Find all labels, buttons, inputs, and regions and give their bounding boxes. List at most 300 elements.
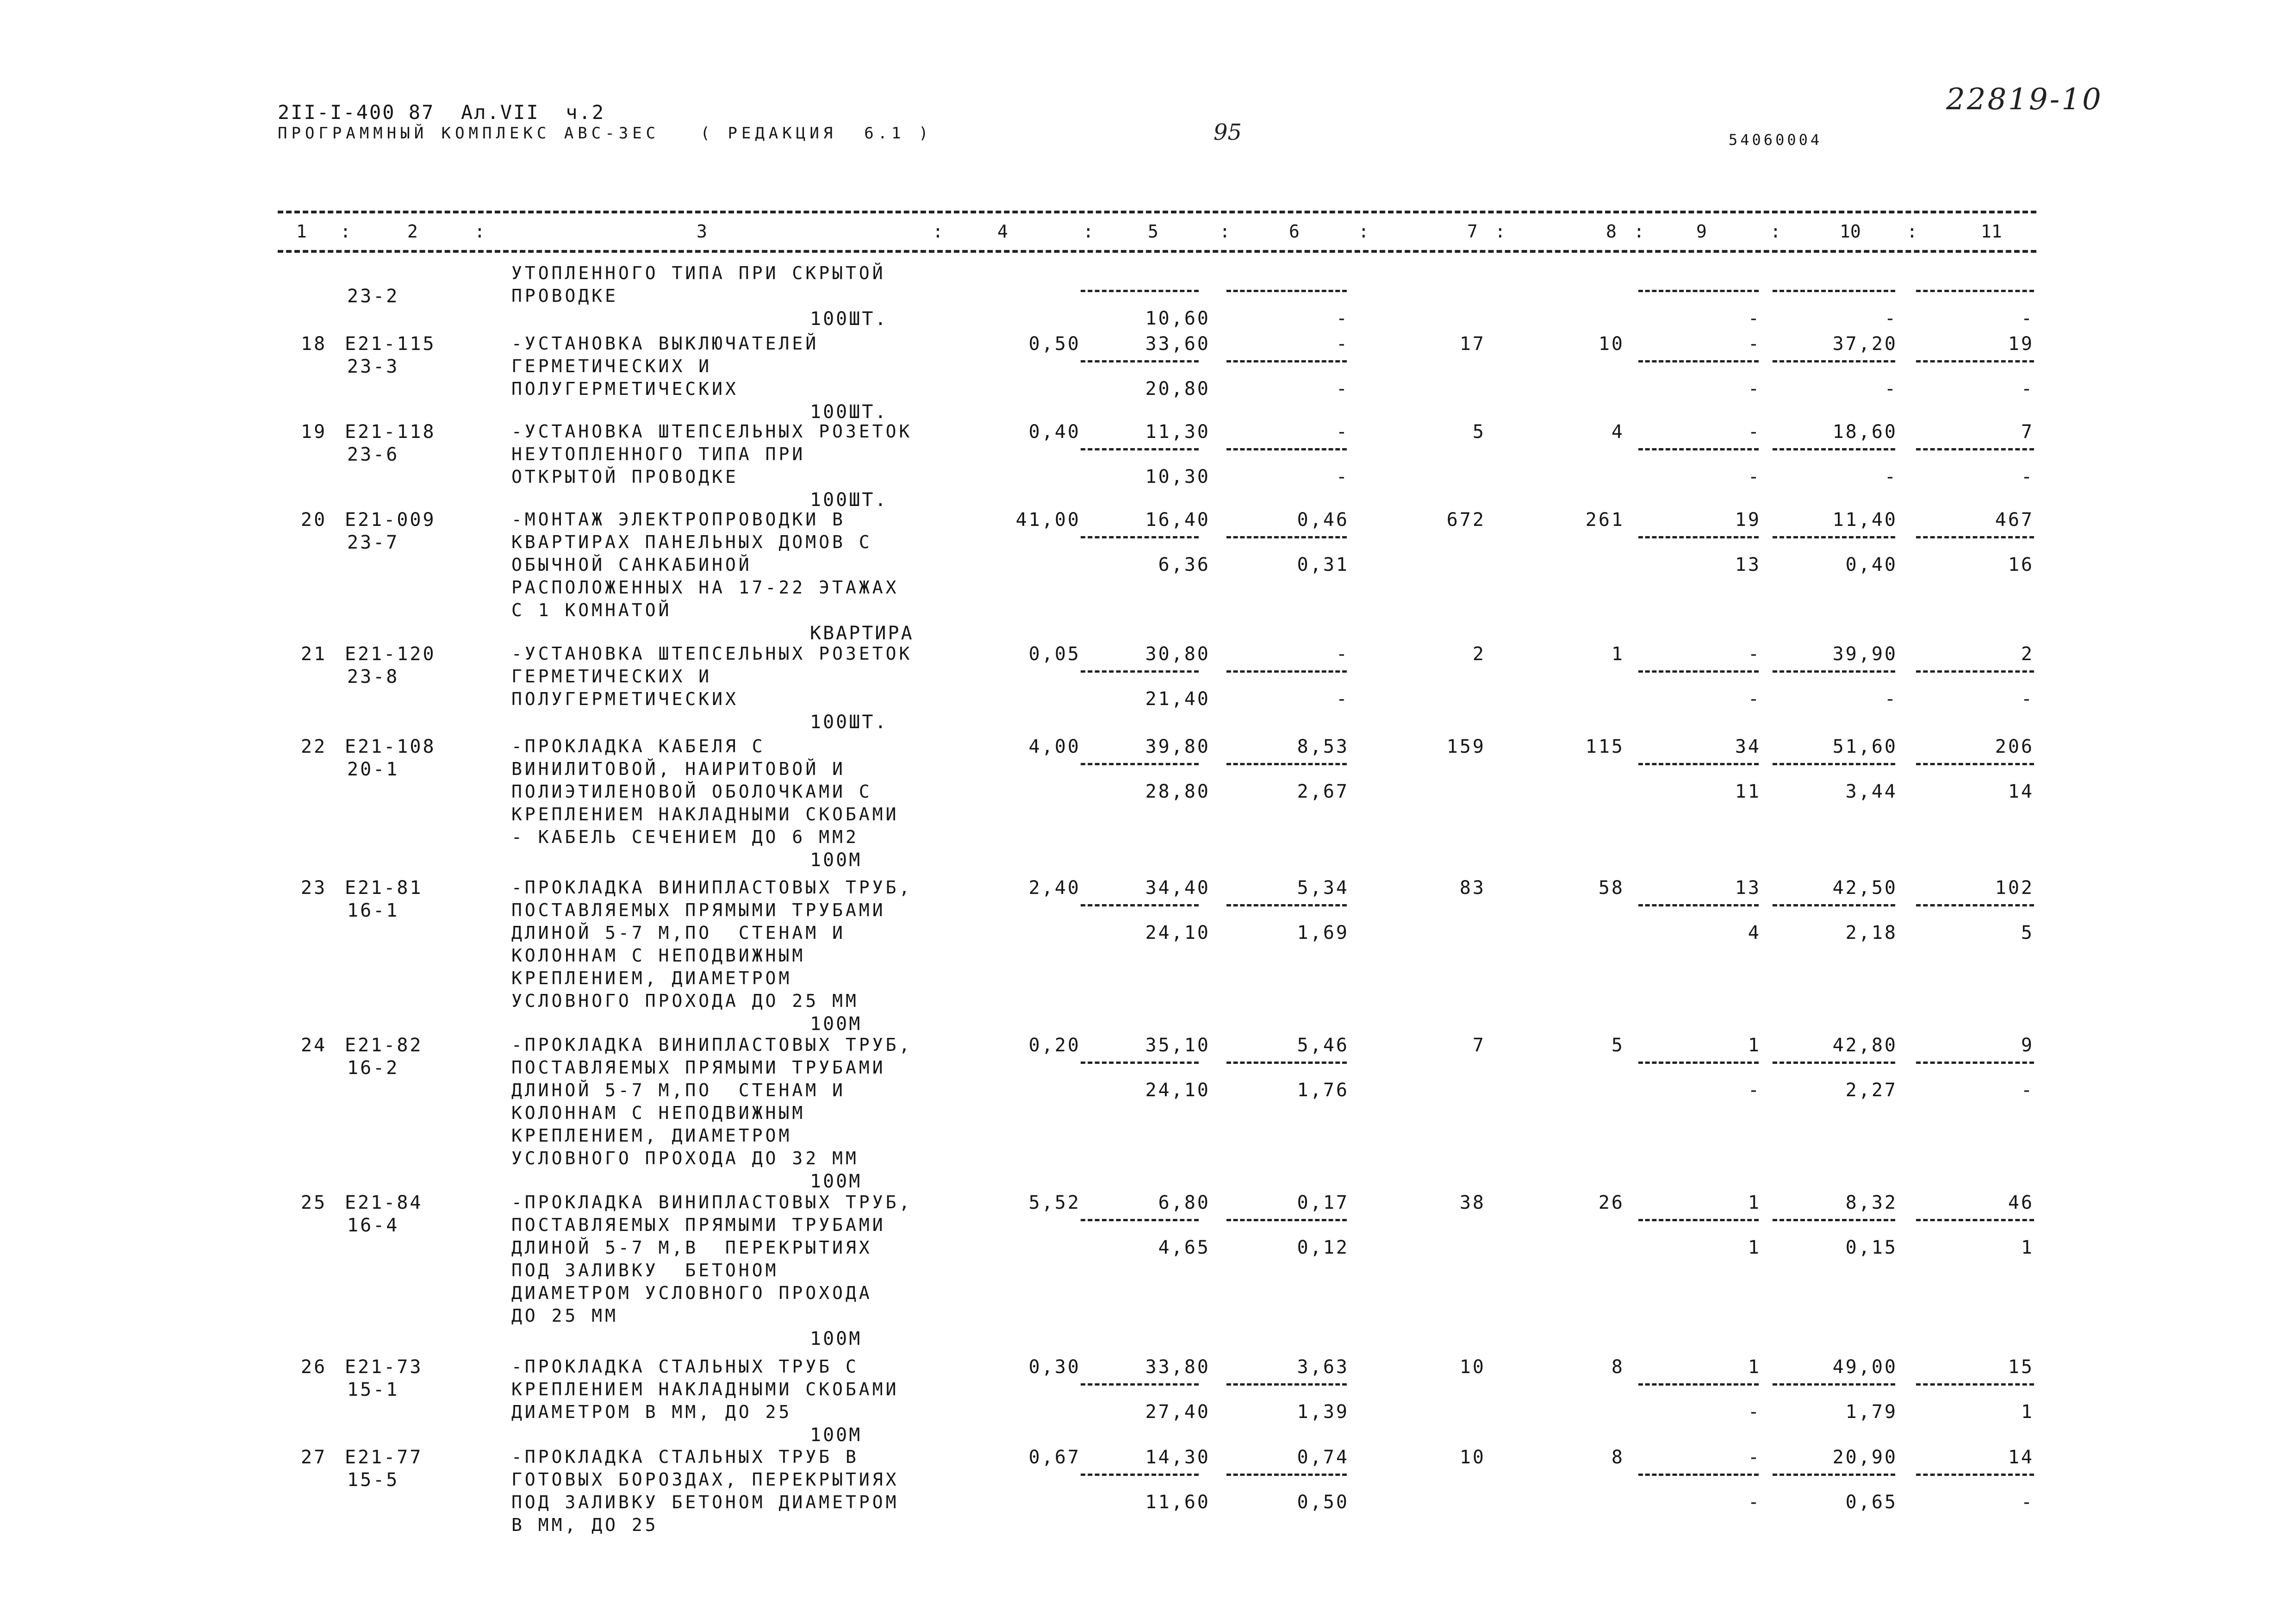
total-wage: 1 <box>2021 1401 2034 1423</box>
norm-code: Е21-108 <box>345 736 436 757</box>
column-number: 2 <box>407 221 418 242</box>
machine-wage-total: 13 <box>1735 554 1761 575</box>
work-description-line: КРЕПЛЕНИЕМ, ДИАМЕТРОМ <box>511 1125 792 1146</box>
index-wage: 2,27 <box>1845 1080 1898 1101</box>
base-wage: 261 <box>1585 509 1624 531</box>
index-wage: - <box>1884 378 1898 400</box>
index-cost: 37,20 <box>1832 333 1898 355</box>
value-separator <box>1081 448 1199 450</box>
value-separator <box>1916 904 2034 906</box>
unit-cost-total: 35,10 <box>1145 1035 1210 1056</box>
machine-cost: 8,53 <box>1297 736 1349 757</box>
norm-code: Е21-118 <box>345 421 436 443</box>
column-separator: : <box>1634 221 1644 242</box>
work-description-line: ПОД ЗАЛИВКУ БЕТОНОМ <box>511 1260 779 1280</box>
column-number: 10 <box>1840 221 1861 242</box>
machine-wage: 1,76 <box>1297 1080 1349 1101</box>
total-cost: 83 <box>1459 877 1486 899</box>
unit-cost-wage: 24,10 <box>1145 922 1210 943</box>
value-separator <box>1638 1219 1759 1221</box>
unit-of-measure: 100ШТ. <box>810 489 888 511</box>
value-separator <box>1916 763 2034 765</box>
value-separator <box>1226 536 1347 538</box>
table-header-rule <box>278 250 2036 253</box>
value-separator <box>1773 290 1895 292</box>
work-description-line: -УСТАНОВКА ШТЕПСЕЛЬНЫХ РОЗЕТОК <box>511 643 913 664</box>
norm-code: Е21-84 <box>345 1192 423 1213</box>
unit-cost-total: 14,30 <box>1145 1447 1210 1468</box>
work-description-line: -УСТАНОВКА ВЫКЛЮЧАТЕЛЕЙ <box>511 333 819 354</box>
value-separator <box>1081 360 1199 362</box>
value-separator <box>1226 1062 1347 1064</box>
column-number: 7 <box>1467 221 1478 242</box>
index-wage: 0,65 <box>1845 1492 1898 1513</box>
value-separator <box>1081 1219 1199 1221</box>
program-line: ПРОГРАММНЫЙ КОМПЛЕКС АВС-3ЕС ( РЕДАКЦИЯ 6.1 ) <box>278 124 933 143</box>
quantity: 2,40 <box>1028 877 1081 899</box>
total-amount: 46 <box>2008 1192 2034 1213</box>
base-wage: 4 <box>1611 421 1624 443</box>
index-wage: - <box>1884 308 1898 329</box>
row-number: 26 <box>301 1356 327 1378</box>
work-description-line: ПОСТАВЛЯЕМЫХ ПРЯМЫМИ ТРУБАМИ <box>511 900 886 920</box>
work-description-line: ГЕРМЕТИЧЕСКИХ И <box>511 356 712 376</box>
work-description-line: КРЕПЛЕНИЕМ, ДИАМЕТРОМ <box>511 968 792 988</box>
machine-wage: 0,50 <box>1297 1492 1349 1513</box>
value-separator <box>1916 670 2034 673</box>
machine-wage-total: - <box>1748 308 1761 329</box>
work-description-line: -МОНТАЖ ЭЛЕКТРОПРОВОДКИ В <box>511 509 846 530</box>
work-description-line: ДИАМЕТРОМ УСЛОВНОГО ПРОХОДА <box>511 1283 872 1303</box>
base-wage: 8 <box>1611 1447 1624 1468</box>
column-number: 3 <box>697 221 707 242</box>
unit-cost-wage: 20,80 <box>1145 378 1210 400</box>
value-separator <box>1638 1062 1759 1064</box>
machine-cost: 0,46 <box>1297 509 1349 531</box>
total-amount: 19 <box>2008 333 2034 355</box>
index-cost: 51,60 <box>1832 736 1898 757</box>
machine-cost: 5,46 <box>1297 1035 1349 1056</box>
machine-total: - <box>1748 421 1761 443</box>
column-number: 8 <box>1606 221 1617 242</box>
total-amount: 14 <box>2008 1447 2034 1468</box>
work-description-line: РАСПОЛОЖЕННЫХ НА 17-22 ЭТАЖАХ <box>511 577 899 598</box>
unit-of-measure: 100ШТ. <box>810 308 888 330</box>
unit-cost-wage: 21,40 <box>1145 688 1210 710</box>
total-wage: 14 <box>2008 781 2034 802</box>
row-number: 24 <box>301 1035 327 1056</box>
value-separator <box>1916 290 2034 292</box>
work-description-line: УСЛОВНОГО ПРОХОДА ДО 32 ММ <box>511 1148 859 1168</box>
unit-of-measure: 100М <box>810 849 862 871</box>
value-separator <box>1638 360 1759 362</box>
index-wage: 0,40 <box>1845 554 1898 575</box>
machine-wage: - <box>1336 466 1349 487</box>
machine-wage-total: 11 <box>1735 781 1761 802</box>
machine-total: - <box>1748 1447 1761 1468</box>
machine-cost: - <box>1336 333 1349 355</box>
work-description-line: КОЛОННАМ С НЕПОДВИЖНЫМ <box>511 945 806 966</box>
index-cost: 18,60 <box>1832 421 1898 443</box>
norm-code: Е21-120 <box>345 643 436 665</box>
work-description-line: ДЛИНОЙ 5-7 М,ПО СТЕНАМ И <box>511 1080 846 1100</box>
row-number: 20 <box>301 509 327 531</box>
norm-subcode: 23-2 <box>347 286 399 307</box>
norm-subcode: 23-6 <box>347 444 399 465</box>
total-cost: 5 <box>1472 421 1486 443</box>
total-cost: 159 <box>1446 736 1486 757</box>
total-wage: - <box>2021 466 2034 487</box>
work-description-line: ДИАМЕТРОМ В ММ, ДО 25 <box>511 1402 792 1422</box>
machine-total: - <box>1748 333 1761 355</box>
value-separator <box>1638 904 1759 906</box>
machine-cost: 5,34 <box>1297 877 1349 899</box>
work-description-line: ОБЫЧНОЙ САНКАБИНОЙ <box>511 555 752 575</box>
work-description-line: -ПРОКЛАДКА КАБЕЛЯ С <box>511 736 765 756</box>
table-top-rule <box>278 211 2036 213</box>
value-separator <box>1773 670 1895 673</box>
column-number: 1 <box>296 221 307 242</box>
unit-cost-wage: 11,60 <box>1145 1492 1210 1513</box>
machine-wage-total: - <box>1748 1080 1761 1101</box>
row-number: 21 <box>301 643 327 665</box>
index-cost: 8,32 <box>1845 1192 1898 1213</box>
machine-total: 34 <box>1735 736 1761 757</box>
machine-wage-total: - <box>1748 466 1761 487</box>
index-wage: 2,18 <box>1845 922 1898 943</box>
column-separator: : <box>474 221 485 242</box>
work-description-line: - КАБЕЛЬ СЕЧЕНИЕМ ДО 6 ММ2 <box>511 827 859 847</box>
machine-wage: - <box>1336 308 1349 329</box>
value-separator <box>1916 448 2034 450</box>
base-wage: 58 <box>1598 877 1624 899</box>
total-cost: 10 <box>1459 1356 1486 1378</box>
norm-code: Е21-82 <box>345 1035 423 1056</box>
row-number: 25 <box>301 1192 327 1213</box>
total-amount: 9 <box>2021 1035 2034 1056</box>
total-wage: - <box>2021 1492 2034 1513</box>
machine-wage: 0,31 <box>1297 554 1349 575</box>
work-description-line: ДО 25 ММ <box>511 1305 619 1326</box>
page-number: 95 <box>1213 119 1242 145</box>
value-separator <box>1081 1383 1199 1386</box>
quantity: 0,30 <box>1028 1356 1081 1378</box>
column-number: 4 <box>997 221 1008 242</box>
column-separator: : <box>1907 221 1917 242</box>
value-separator <box>1638 1474 1759 1476</box>
doc-code: 2II-I-400 87 Ал.VII ч.2 <box>278 101 605 124</box>
work-description-line: ПОСТАВЛЯЕМЫХ ПРЯМЫМИ ТРУБАМИ <box>511 1215 886 1235</box>
work-description-line: ОТКРЫТОЙ ПРОВОДКЕ <box>511 467 739 487</box>
value-separator <box>1081 1474 1199 1476</box>
work-description-line: -ПРОКЛАДКА ВИНИПЛАСТОВЫХ ТРУБ, <box>511 1192 913 1212</box>
value-separator <box>1226 1219 1347 1221</box>
index-wage: - <box>1884 688 1898 710</box>
value-separator <box>1773 360 1895 362</box>
work-description-line: КРЕПЛЕНИЕМ НАКЛАДНЫМИ СКОБАМИ <box>511 1379 899 1399</box>
work-description-line: ПОЛУГЕРМЕТИЧЕСКИХ <box>511 379 739 399</box>
value-separator <box>1916 536 2034 538</box>
quantity: 0,50 <box>1028 333 1081 355</box>
value-separator <box>1916 1474 2034 1476</box>
total-amount: 2 <box>2021 643 2034 665</box>
machine-cost: 0,17 <box>1297 1192 1349 1213</box>
work-description-line: ПРОВОДКЕ <box>511 286 619 306</box>
norm-subcode: 23-3 <box>347 356 399 377</box>
column-number: 5 <box>1148 221 1158 242</box>
machine-total: 19 <box>1735 509 1761 531</box>
unit-of-measure: 100ШТ. <box>810 401 888 423</box>
base-wage: 115 <box>1585 736 1624 757</box>
value-separator <box>1638 290 1759 292</box>
quantity: 0,67 <box>1028 1447 1081 1468</box>
machine-total: 1 <box>1748 1035 1761 1056</box>
machine-cost: 3,63 <box>1297 1356 1349 1378</box>
work-description-line: ПОЛИЭТИЛЕНОВОЙ ОБОЛОЧКАМИ С <box>511 781 872 802</box>
norm-code: Е21-77 <box>345 1447 423 1468</box>
norm-subcode: 23-8 <box>347 666 399 687</box>
doc-id: 54060004 <box>1729 131 1823 149</box>
base-wage: 5 <box>1611 1035 1624 1056</box>
norm-code: Е21-73 <box>345 1356 423 1378</box>
work-description-line: В ММ, ДО 25 <box>511 1515 659 1535</box>
work-description-line: ДЛИНОЙ 5-7 М,ПО СТЕНАМ И <box>511 923 846 943</box>
index-cost: 39,90 <box>1832 643 1898 665</box>
row-number: 22 <box>301 736 327 757</box>
value-separator <box>1638 670 1759 673</box>
total-wage: - <box>2021 308 2034 329</box>
value-separator <box>1226 904 1347 906</box>
machine-cost: - <box>1336 421 1349 443</box>
column-separator: : <box>340 221 351 242</box>
unit-cost-total: 33,80 <box>1145 1356 1210 1378</box>
value-separator <box>1773 448 1895 450</box>
base-wage: 26 <box>1598 1192 1624 1213</box>
value-separator <box>1226 448 1347 450</box>
unit-cost-total: 30,80 <box>1145 643 1210 665</box>
value-separator <box>1638 536 1759 538</box>
value-separator <box>1773 763 1895 765</box>
value-separator <box>1081 670 1199 673</box>
work-description-line: КРЕПЛЕНИЕМ НАКЛАДНЫМИ СКОБАМИ <box>511 804 899 824</box>
total-wage: - <box>2021 688 2034 710</box>
total-cost: 7 <box>1472 1035 1486 1056</box>
archive-number: 22819-10 <box>1946 82 2103 117</box>
base-wage: 10 <box>1598 333 1624 355</box>
column-separator: : <box>1220 221 1230 242</box>
row-number: 23 <box>301 877 327 899</box>
value-separator <box>1226 670 1347 673</box>
value-separator <box>1916 1219 2034 1221</box>
machine-cost: 0,74 <box>1297 1447 1349 1468</box>
machine-wage-total: 4 <box>1748 922 1761 943</box>
norm-subcode: 23-7 <box>347 532 399 553</box>
unit-of-measure: 100М <box>810 1171 862 1192</box>
index-cost: 20,90 <box>1832 1447 1898 1468</box>
work-description-line: УСЛОВНОГО ПРОХОДА ДО 25 ММ <box>511 991 859 1011</box>
unit-cost-wage: 10,60 <box>1145 308 1210 329</box>
machine-wage-total: - <box>1748 1492 1761 1513</box>
quantity: 0,20 <box>1028 1035 1081 1056</box>
total-amount: 206 <box>1995 736 2034 757</box>
column-separator: : <box>1083 221 1094 242</box>
work-description-line: КВАРТИРАХ ПАНЕЛЬНЫХ ДОМОВ С <box>511 532 872 552</box>
quantity: 5,52 <box>1028 1192 1081 1213</box>
value-separator <box>1773 904 1895 906</box>
unit-of-measure: 100М <box>810 1328 862 1349</box>
value-separator <box>1916 1383 2034 1386</box>
norm-subcode: 16-1 <box>347 900 399 921</box>
total-amount: 467 <box>1995 509 2034 531</box>
machine-wage-total: - <box>1748 1401 1761 1423</box>
norm-subcode: 16-4 <box>347 1215 399 1236</box>
norm-subcode: 15-1 <box>347 1379 399 1400</box>
unit-cost-total: 34,40 <box>1145 877 1210 899</box>
value-separator <box>1226 763 1347 765</box>
column-number: 11 <box>1981 221 2002 242</box>
total-amount: 102 <box>1995 877 2034 899</box>
unit-cost-total: 6,80 <box>1158 1192 1210 1213</box>
unit-cost-total: 33,60 <box>1145 333 1210 355</box>
base-wage: 1 <box>1611 643 1624 665</box>
machine-wage: - <box>1336 688 1349 710</box>
unit-cost-total: 16,40 <box>1145 509 1210 531</box>
column-separator: : <box>1358 221 1369 242</box>
machine-wage: - <box>1336 378 1349 400</box>
value-separator <box>1081 763 1199 765</box>
machine-wage-total: - <box>1748 378 1761 400</box>
value-separator <box>1638 763 1759 765</box>
value-separator <box>1773 1062 1895 1064</box>
value-separator <box>1638 1383 1759 1386</box>
work-description-line: -УСТАНОВКА ШТЕПСЕЛЬНЫХ РОЗЕТОК <box>511 421 913 442</box>
unit-cost-wage: 27,40 <box>1145 1401 1210 1423</box>
machine-wage-total: 1 <box>1748 1237 1761 1258</box>
value-separator <box>1081 1062 1199 1064</box>
row-number: 27 <box>301 1447 327 1468</box>
work-description-line: С 1 КОМНАТОЙ <box>511 600 672 620</box>
total-wage: 5 <box>2021 922 2034 943</box>
value-separator <box>1638 448 1759 450</box>
work-description-line: -ПРОКЛАДКА ВИНИПЛАСТОВЫХ ТРУБ, <box>511 877 913 898</box>
unit-of-measure: 100М <box>810 1424 862 1446</box>
value-separator <box>1081 290 1199 292</box>
total-amount: 15 <box>2008 1356 2034 1378</box>
index-cost: 42,80 <box>1832 1035 1898 1056</box>
work-description-line: ВИНИЛИТОВОЙ, НАИРИТОВОЙ И <box>511 759 846 779</box>
column-separator: : <box>1770 221 1781 242</box>
work-description-line: ПОД ЗАЛИВКУ БЕТОНОМ ДИАМЕТРОМ <box>511 1492 899 1512</box>
value-separator <box>1226 1474 1347 1476</box>
work-description-line: ГЕРМЕТИЧЕСКИХ И <box>511 666 712 687</box>
quantity: 41,00 <box>1015 509 1081 531</box>
base-wage: 8 <box>1611 1356 1624 1378</box>
value-separator <box>1081 536 1199 538</box>
machine-wage: 1,39 <box>1297 1401 1349 1423</box>
row-number: 18 <box>301 333 327 355</box>
total-wage: 1 <box>2021 1237 2034 1258</box>
unit-cost-total: 39,80 <box>1145 736 1210 757</box>
quantity: 4,00 <box>1028 736 1081 757</box>
work-description-line: УТОПЛЕННОГО ТИПА ПРИ СКРЫТОЙ <box>511 263 886 283</box>
machine-total: - <box>1748 643 1761 665</box>
work-description-line: -ПРОКЛАДКА ВИНИПЛАСТОВЫХ ТРУБ, <box>511 1035 913 1055</box>
column-number: 9 <box>1696 221 1707 242</box>
machine-wage: 2,67 <box>1297 781 1349 802</box>
quantity: 0,05 <box>1028 643 1081 665</box>
work-description-line: ПОЛУГЕРМЕТИЧЕСКИХ <box>511 689 739 709</box>
work-description-line: КОЛОННАМ С НЕПОДВИЖНЫМ <box>511 1103 806 1123</box>
unit-of-measure: 100ШТ. <box>810 712 888 733</box>
value-separator <box>1226 360 1347 362</box>
column-number: 6 <box>1289 221 1300 242</box>
index-wage: 0,15 <box>1845 1237 1898 1258</box>
value-separator <box>1226 1383 1347 1386</box>
work-description-line: ГОТОВЫХ БОРОЗДАХ, ПЕРЕКРЫТИЯХ <box>511 1469 899 1490</box>
total-wage: - <box>2021 378 2034 400</box>
index-wage: 1,79 <box>1845 1401 1898 1423</box>
value-separator <box>1226 290 1347 292</box>
total-cost: 2 <box>1472 643 1486 665</box>
total-wage: 16 <box>2008 554 2034 575</box>
value-separator <box>1773 1383 1895 1386</box>
total-cost: 672 <box>1446 509 1486 531</box>
index-cost: 49,00 <box>1832 1356 1898 1378</box>
unit-cost-total: 11,30 <box>1145 421 1210 443</box>
total-wage: - <box>2021 1080 2034 1101</box>
work-description-line: -ПРОКЛАДКА СТАЛЬНЫХ ТРУБ В <box>511 1447 859 1467</box>
index-cost: 42,50 <box>1832 877 1898 899</box>
machine-wage: 0,12 <box>1297 1237 1349 1258</box>
value-separator <box>1773 536 1895 538</box>
value-separator <box>1081 904 1199 906</box>
norm-subcode: 15-5 <box>347 1469 399 1491</box>
work-description-line: -ПРОКЛАДКА СТАЛЬНЫХ ТРУБ С <box>511 1356 859 1377</box>
total-amount: 7 <box>2021 421 2034 443</box>
unit-of-measure: 100М <box>810 1013 862 1035</box>
index-cost: 11,40 <box>1832 509 1898 531</box>
unit-cost-wage: 6,36 <box>1158 554 1210 575</box>
work-description-line: ДЛИНОЙ 5-7 М,В ПЕРЕКРЫТИЯХ <box>511 1237 872 1258</box>
unit-cost-wage: 4,65 <box>1158 1237 1210 1258</box>
total-cost: 10 <box>1459 1447 1486 1468</box>
unit-cost-wage: 28,80 <box>1145 781 1210 802</box>
machine-wage-total: - <box>1748 688 1761 710</box>
value-separator <box>1916 1062 2034 1064</box>
unit-cost-wage: 10,30 <box>1145 466 1210 487</box>
total-cost: 38 <box>1459 1192 1486 1213</box>
machine-wage: 1,69 <box>1297 922 1349 943</box>
norm-code: Е21-81 <box>345 877 423 899</box>
work-description-line: ПОСТАВЛЯЕМЫХ ПРЯМЫМИ ТРУБАМИ <box>511 1057 886 1078</box>
machine-total: 13 <box>1735 877 1761 899</box>
index-wage: - <box>1884 466 1898 487</box>
unit-cost-wage: 24,10 <box>1145 1080 1210 1101</box>
quantity: 0,40 <box>1028 421 1081 443</box>
machine-total: 1 <box>1748 1192 1761 1213</box>
value-separator <box>1773 1474 1895 1476</box>
total-cost: 17 <box>1459 333 1486 355</box>
value-separator <box>1916 360 2034 362</box>
unit-of-measure: КВАРТИРА <box>810 623 914 644</box>
work-description-line: НЕУТОПЛЕННОГО ТИПА ПРИ <box>511 444 806 464</box>
norm-code: Е21-115 <box>345 333 436 355</box>
machine-cost: - <box>1336 643 1349 665</box>
norm-subcode: 16-2 <box>347 1057 399 1079</box>
row-number: 19 <box>301 421 327 443</box>
column-separator: : <box>933 221 943 242</box>
machine-total: 1 <box>1748 1356 1761 1378</box>
